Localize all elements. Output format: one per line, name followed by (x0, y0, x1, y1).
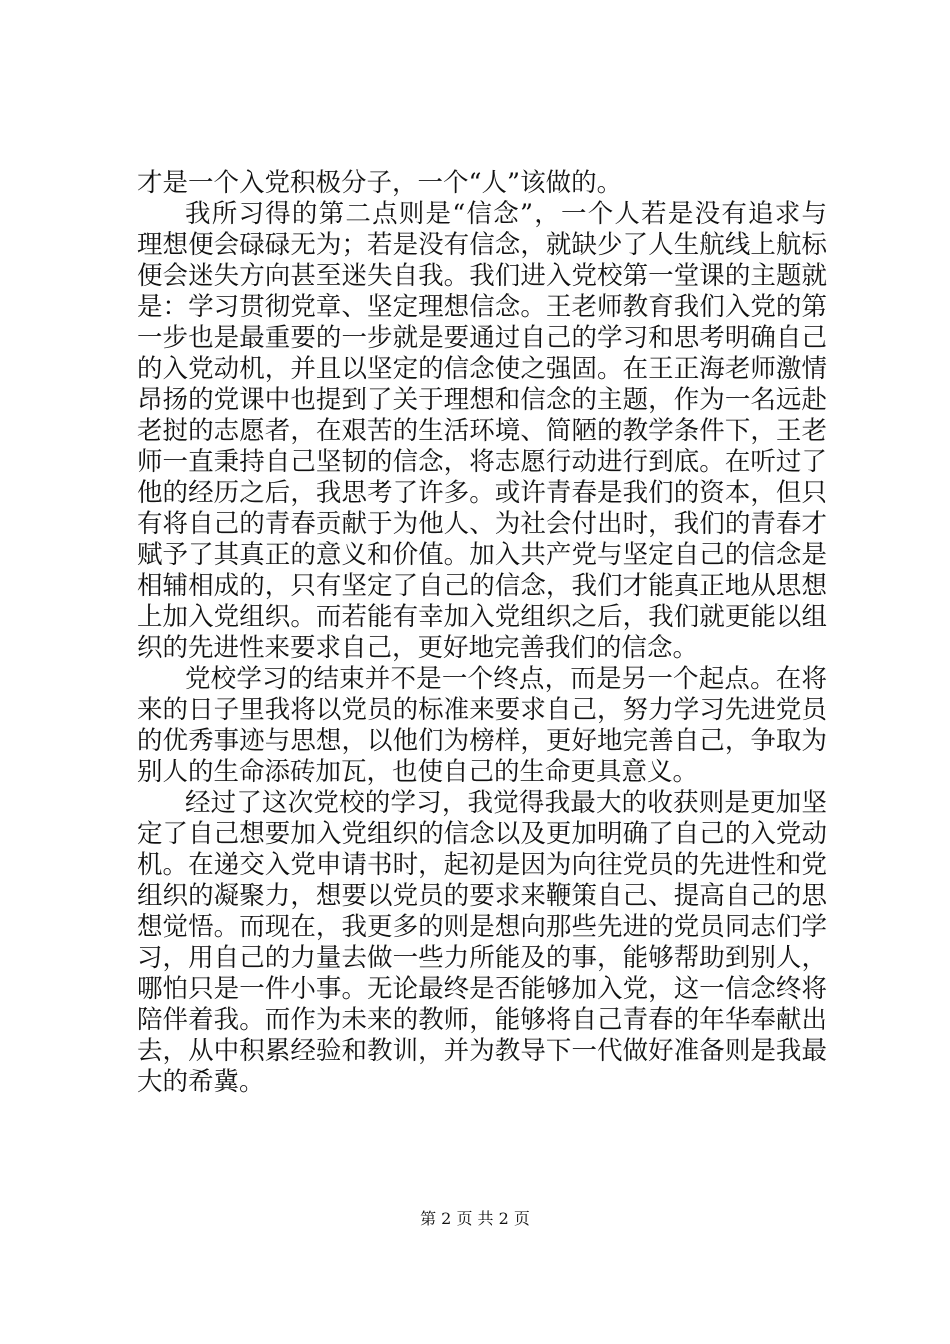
text-line: 想觉悟。而现在，我更多的则是想向那些先进的党员同志们学 (137, 912, 827, 942)
text-line: 经过了这次党校的学习，我觉得我最大的收获则是更加坚 (185, 788, 827, 818)
text-line: 师一直秉持自己坚韧的信念，将志愿行动进行到底。在听过了 (137, 447, 827, 477)
text-line: 理想便会碌碌无为；若是没有信念，就缺少了人生航线上航标 (137, 230, 827, 260)
text-line: 上加入党组织。而若能有幸加入党组织之后，我们就更能以组 (137, 602, 827, 632)
text-line: 织的先进性来要求自己，更好地完善我们的信念。 (137, 633, 699, 663)
text-line: 习，用自己的力量去做一些力所能及的事，能够帮助到别人， (137, 943, 827, 973)
text-line: 的优秀事迹与思想，以他们为榜样，更好地完善自己，争取为 (137, 726, 827, 756)
text-line: 老挝的志愿者，在艰苦的生活环境、简陋的教学条件下，王老 (137, 416, 827, 446)
text-line: 便会迷失方向甚至迷失自我。我们进入党校第一堂课的主题就 (137, 261, 827, 291)
body-text (137, 168, 827, 1098)
text-line: 党校学习的结束并不是一个终点，而是另一个起点。在将 (185, 664, 827, 694)
text-line: 我所习得的第二点则是“信念”，一个人若是没有追求与 (185, 199, 827, 229)
text-line: 哪怕只是一件小事。无论最终是否能够加入党，这一信念终将 (137, 974, 827, 1004)
text-line: 定了自己想要加入党组织的信念以及更加明确了自己的入党动 (137, 819, 827, 849)
text-line: 别人的生命添砖加瓦，也使自己的生命更具意义。 (137, 757, 699, 787)
text-line: 赋予了其真正的意义和价值。加入共产党与坚定自己的信念是 (137, 540, 827, 570)
text-line: 昂扬的党课中也提到了关于理想和信念的主题，作为一名远赴 (137, 385, 827, 415)
text-line: 的入党动机，并且以坚定的信念使之强固。在王正海老师激情 (137, 354, 827, 384)
text-line: 组织的凝聚力，想要以党员的要求来鞭策自己、提高自己的思 (137, 881, 827, 911)
text-line: 有将自己的青春贡献于为他人、为社会付出时，我们的青春才 (137, 509, 827, 539)
text-line: 一步也是最重要的一步就是要通过自己的学习和思考明确自己 (137, 323, 827, 353)
text-line: 去，从中积累经验和教训，并为教导下一代做好准备则是我最 (137, 1036, 827, 1066)
text-line: 是：学习贯彻党章、坚定理想信念。王老师教育我们入党的第 (137, 292, 827, 322)
text-line: 陪伴着我。而作为未来的教师，能够将自己青春的年华奉献出 (137, 1005, 827, 1035)
text-line: 他的经历之后，我思考了许多。或许青春是我们的资本，但只 (137, 478, 827, 508)
text-line: 机。在递交入党申请书时，起初是因为向往党员的先进性和党 (137, 850, 827, 880)
page-number-footer: 第 2 页 共 2 页 (420, 1209, 530, 1228)
text-line: 来的日子里我将以党员的标准来要求自己，努力学习先进党员 (137, 695, 827, 725)
text-line: 相辅相成的，只有坚定了自己的信念，我们才能真正地从思想 (137, 571, 827, 601)
text-line: 才是一个入党积极分子，一个“人”该做的。 (137, 168, 623, 198)
text-line: 大的希冀。 (137, 1067, 265, 1097)
